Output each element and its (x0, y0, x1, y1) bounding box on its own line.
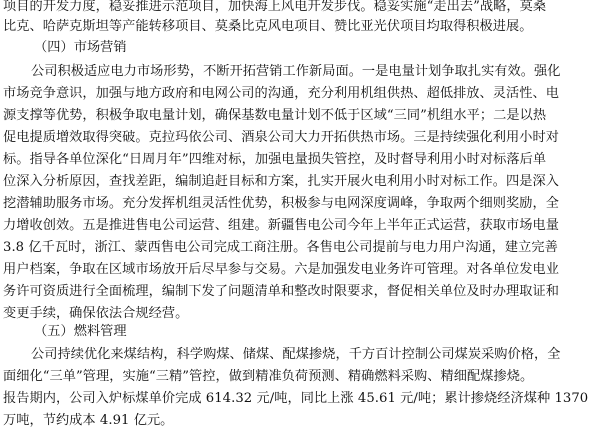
text-line: 变更手续，确保依法合规经营。 (3, 306, 189, 321)
text-line: 报告期内，公司入炉标煤单价完成 614.32 元/吨，同比上涨 45.61 元/吨；累计掺烧经济煤种 1370 (3, 391, 589, 406)
text-line: 挖潜辅助服务市场。充分发挥机组灵活性优势，积极参与电网深度调峰，争取两个细则奖励，全 (3, 196, 559, 211)
text-line: 用户档案，争取在区域市场放开后尽早参与交易。六是加强发电业务许可管理。对各单位发电业 (3, 262, 559, 277)
text-line: 力增收创效。五是推进售电公司运营、组建。新疆售电公司今年上半年正式运营，获取市场电量 (3, 218, 559, 233)
text-line: 市场竞争意识，加强与地方政府和电网公司的沟通，充分利用机组供热、超低排放、灵活性、电 (3, 86, 559, 101)
text-line: 源支撑等优势，积极争取电量计划，确保基数电量计划不低于区域“三同”机组水平；二是以热 (3, 108, 547, 123)
text-line: 公司积极适应电力市场形势，不断开拓营销工作新局面。一是电量计划争取扎实有效。强化 (31, 64, 561, 79)
section-heading-fuel-management: （五）燃料管理 (34, 324, 127, 339)
text-line: 公司持续优化来煤结构，科学购煤、储煤、配煤掺烧，千方百计控制公司煤炭采购价格，全 (31, 347, 561, 362)
text-line: 标。指导各单位深化“日周月年”四维对标，加强电量损失管控，及时督导利用小时对标落后单 (3, 152, 547, 167)
text-line: 比克、哈萨克斯坦等产能转移项目、莫桑比克风电项目、赞比亚光伏项目均取得积极进展。 (3, 19, 533, 34)
text-line: 万吨，节约成本 4.91 亿元。 (3, 413, 174, 428)
text-line: 位深入分析原因，查找差距，编制追赶目标和方案，扎实开展火电利用小时对标工作。四是深入 (3, 174, 559, 189)
text-line: 面细化“三单”管理，实施“三精”管控，做到精准负荷预测、精确燃料采购、精细配煤掺烧。 (3, 369, 534, 384)
text-line: 3.8 亿千瓦时，浙江、蒙西售电公司完成工商注册。各售电公司提前与电力用户沟通，建立完善 (3, 240, 558, 255)
section-heading-market-sales: （四）市场营销 (34, 40, 127, 55)
text-line: 项目的开发力度，稳妥推进示范项目，加快海上风电开发步伐。稳妥实施“走出去”战略，莫桑 (3, 0, 547, 14)
text-line: 促电提质增效取得突破。克拉玛依公司、酒泉公司大力开拓供热市场。三是持续强化利用小时对 (3, 130, 559, 145)
text-line: 务许可资质进行全面梳理，编制下发了问题清单和整改时限要求，督促相关单位及时办理取证和 (3, 284, 559, 299)
